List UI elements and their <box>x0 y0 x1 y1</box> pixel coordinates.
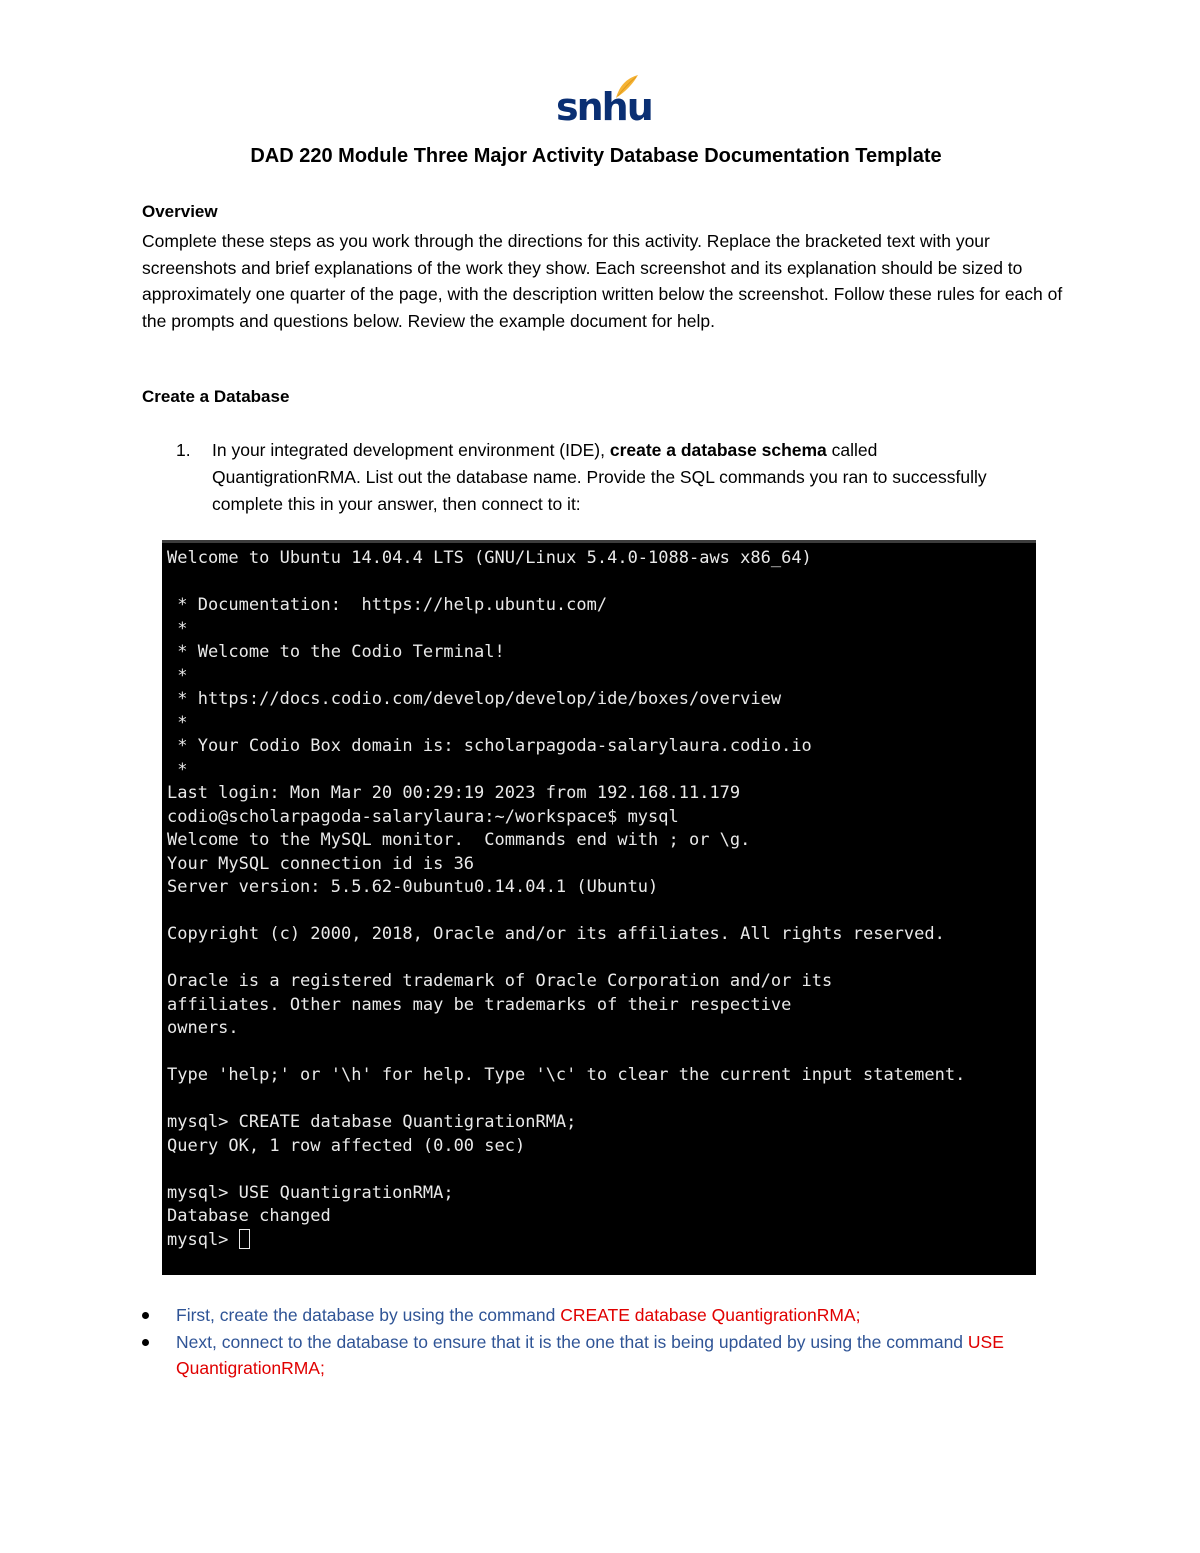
terminal-line: * https://docs.codio.com/develop/develop/ide/boxes/overview <box>167 689 782 709</box>
terminal-line: affiliates. Other names may be trademarks of their respective <box>167 994 792 1015</box>
terminal-line: Welcome to the MySQL monitor. Commands end with ; or \g. <box>167 830 751 850</box>
logo-text: snhu <box>556 85 652 129</box>
terminal-line: owners. <box>167 1018 239 1038</box>
terminal-line: Query OK, 1 row affected (0.00 sec) <box>167 1135 526 1156</box>
terminal-line: * <box>167 759 188 780</box>
terminal-top-border <box>162 540 1036 543</box>
terminal-line: Your MySQL connection id is 36 <box>167 853 475 874</box>
question-number: 1. <box>176 440 191 460</box>
bullet-icon <box>142 1312 149 1319</box>
terminal-line: Oracle is a registered trademark of Oracle Corporation and/or its <box>167 971 833 991</box>
terminal-line <box>167 1041 965 1065</box>
terminal-line: * Your Codio Box domain is: scholarpagoda-salarylaura.codio.io <box>167 736 812 756</box>
list-item <box>142 1302 1022 1329</box>
terminal-line <box>167 1158 965 1182</box>
terminal-line: Type 'help;' or '\h' for help. Type '\c' to clear the current input statement. <box>167 1065 966 1085</box>
terminal-line: codio@scholarpagoda-salarylaura:~/workspace$ mysql <box>167 806 679 827</box>
terminal-line <box>167 571 965 595</box>
terminal-line <box>167 947 965 971</box>
snhu-logo <box>556 74 652 132</box>
terminal-screenshot <box>162 540 1036 1275</box>
bullet-text: First, create the database by using the command <box>176 1305 561 1325</box>
terminal-line <box>167 900 965 924</box>
terminal-line: Last login: Mon Mar 20 00:29:19 2023 from 192.168.11.179 <box>167 783 741 803</box>
overview-heading: Overview <box>142 202 218 221</box>
terminal-output <box>167 547 965 1252</box>
bullet-text: Next, connect to the database to ensure that it is the one that is being updated by using the command <box>176 1331 968 1352</box>
terminal-line: * <box>167 665 188 686</box>
terminal-line <box>167 1088 965 1112</box>
question-part2: called QuantigrationRMA. List out the database name. Provide the SQL commands you ran to successfully complete this in your answer, then connect to it: <box>212 440 987 514</box>
list-item <box>142 1329 1022 1382</box>
question-text <box>212 437 1012 518</box>
terminal-line: * Welcome to the Codio Terminal! <box>167 642 505 662</box>
bullet-command: CREATE database QuantigrationRMA; <box>560 1305 861 1325</box>
overview-text: Complete these steps as you work through the directions for this activity. Replace the bracketed text with your screenshots and brief explanations of the work they show. Each screenshot and its explanation should be sized to approximately one quarter of the page, with the description written below the screenshot. Follow these rules for each of the prompts and questions below. Review the example document for help. <box>142 231 1063 331</box>
terminal-line: Welcome to Ubuntu 14.04.4 LTS (GNU/Linux 5.4.0-1088-aws x86_64) <box>167 548 812 568</box>
terminal-line: * <box>167 618 188 639</box>
terminal-line: * Documentation: https://help.ubuntu.com/ <box>167 595 608 615</box>
terminal-prompt: mysql> <box>167 1229 239 1250</box>
page-title: DAD 220 Module Three Major Activity Database Documentation Template <box>250 145 942 167</box>
bullet-icon <box>142 1339 149 1346</box>
question-part1: In your integrated development environment (IDE), <box>212 440 610 460</box>
terminal-line: Database changed <box>167 1206 331 1226</box>
terminal-prompt-line[interactable] <box>167 1229 965 1253</box>
bullet-list <box>142 1302 1022 1382</box>
terminal-line: Server version: 5.5.62-0ubuntu0.14.04.1 (Ubuntu) <box>167 877 659 897</box>
terminal-line: mysql> USE QuantigrationRMA; <box>167 1182 454 1203</box>
question-bold: create a database schema <box>609 440 827 460</box>
bullet-command: USE QuantigrationRMA; <box>176 1331 1004 1378</box>
terminal-line: * <box>167 712 188 733</box>
cursor-icon <box>239 1229 250 1249</box>
section-heading: Create a Database <box>142 387 290 406</box>
terminal-line: mysql> CREATE database QuantigrationRMA; <box>167 1112 577 1132</box>
terminal-line: Copyright (c) 2000, 2018, Oracle and/or its affiliates. All rights reserved. <box>167 924 945 944</box>
